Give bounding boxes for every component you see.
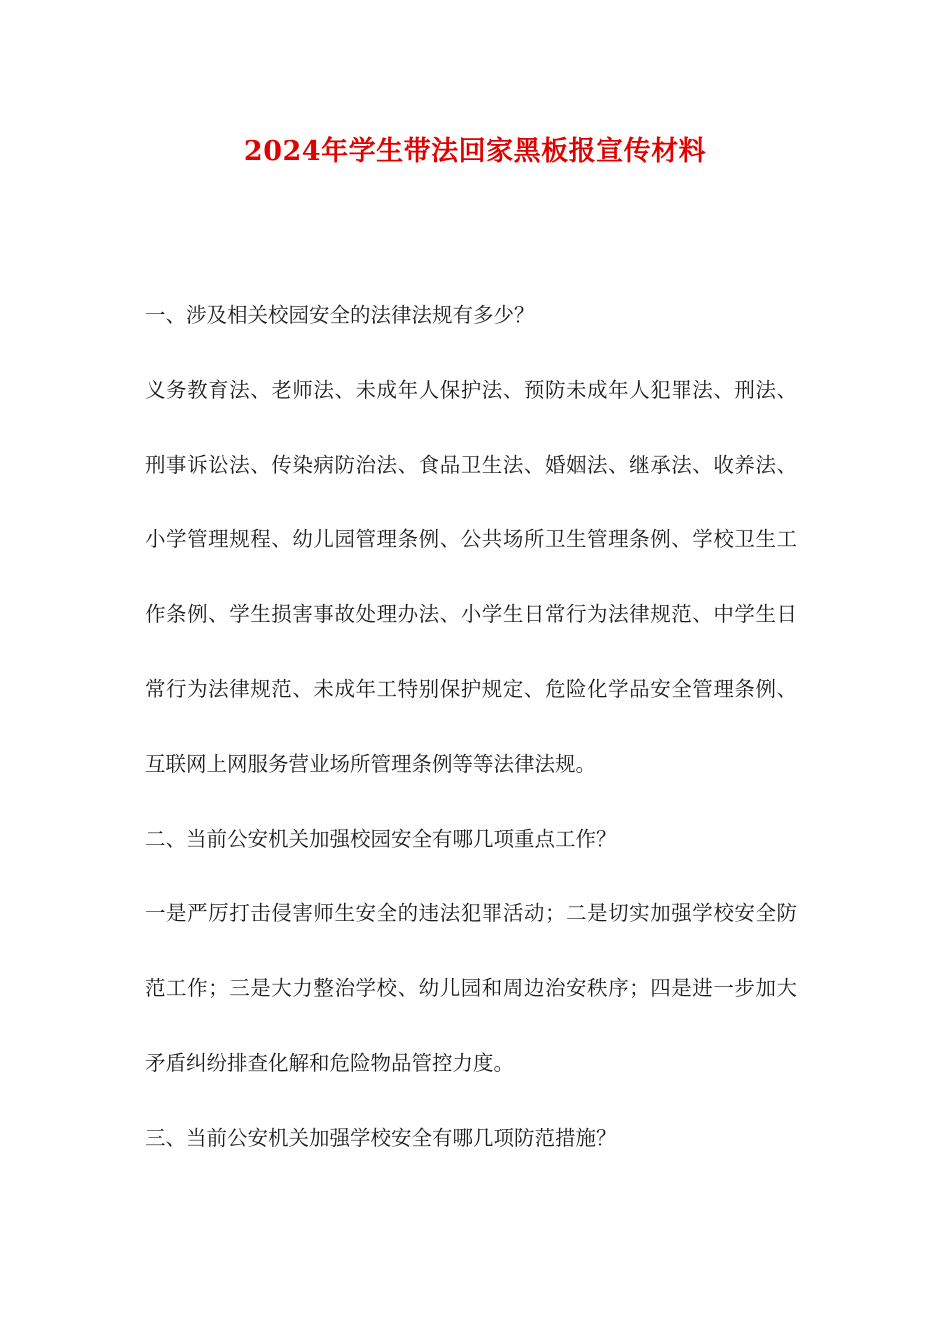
answer-paragraph-2: 一是严厉打击侵害师生安全的违法犯罪活动；二是切实加强学校安全防范工作；三是大力整治学校、幼儿园和周边治安秩序；四是进一步加大矛盾纠纷排查化解和危险物品管控力度。 [145,901,797,1075]
document-title: 2024年学生带法回家黑板报宣传材料 [243,136,707,167]
document-body [145,278,797,1176]
answer-paragraph-1: 义务教育法、老师法、未成年人保护法、预防未成年人犯罪法、刑法、刑事诉讼法、传染病防治法、食品卫生法、婚姻法、继承法、收养法、小学管理规程、幼儿园管理条例、公共场所卫生管理条例、学校卫生工作条例、学生损害事故处理办法、小学生日常行为法律规范、中学生日常行为法律规范、未成年工特别保护规定、危险化学品安全管理条例、互联网上网服务营业场所管理条例等等法律法规。 [145,377,797,776]
question-heading-2: 二、当前公安机关加强校园安全有哪几项重点工作？ [145,826,617,851]
question-heading-1: 一、涉及相关校园安全的法律法规有多少？ [145,303,535,327]
question-heading-3: 三、当前公安机关加强学校安全有哪几项防范措施？ [145,1125,617,1150]
